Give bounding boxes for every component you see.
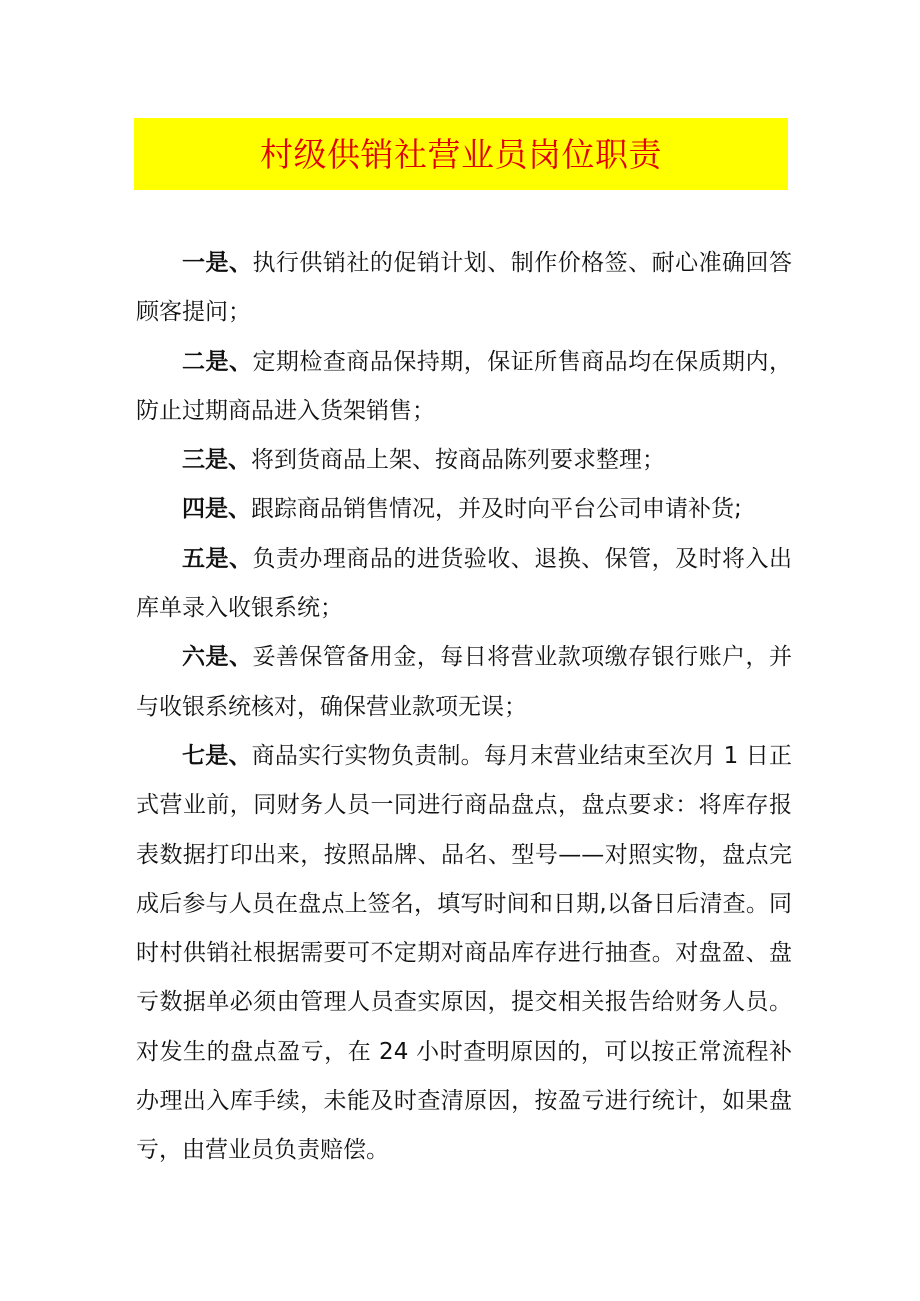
duty-lead: 四是、 (182, 496, 251, 523)
duty-text: 定期检查商品保持期，保证所售商品均在保质期内，防止过期商品进入货架销售； (136, 348, 793, 424)
duty-text: 跟踪商品销售情况，并及时向平台公司申请补货; (251, 496, 742, 523)
duty-lead: 七是、 (182, 742, 252, 769)
duty-lead: 一是、 (182, 250, 253, 276)
duty-item-5 (136, 535, 792, 634)
duties-list (136, 239, 792, 1176)
duty-item-6 (136, 633, 792, 732)
duty-lead: 五是、 (182, 545, 253, 572)
duty-text: 将到货商品上架、按商品陈列要求整理； (251, 447, 665, 474)
duty-lead: 三是、 (182, 447, 251, 474)
title-banner (134, 118, 788, 190)
duty-item-2 (136, 338, 792, 437)
duty-item-4 (136, 485, 792, 534)
duty-lead: 二是、 (182, 348, 253, 375)
duty-text: 执行供销社的促销计划、制作价格签、耐心准确回答顾客提问； (136, 250, 793, 326)
duty-text: 负责办理商品的进货验收、退换、保管，及时将入出库单录入收银系统； (136, 545, 793, 622)
page-title: 村级供销社营业员岗位职责 (260, 134, 662, 174)
duty-item-1 (136, 239, 792, 338)
duty-lead: 六是、 (182, 644, 253, 671)
duty-item-3 (136, 436, 792, 485)
duty-item-7 (136, 732, 792, 1176)
duty-text: 商品实行实物负责制。每月末营业结束至次月 1 日正式营业前，同财务人员一同进行商品盘点，盘点要求：将库存报表数据打印出来，按照品牌、品名、型号——对照实物，盘点完成后参与人员在盘点上签名，填写时间和日期,以备日后清查。同时村供销社根据需要可不定期对商品库存进行抽查。对盘盈、盘亏数据单必须由管理人员查实原因，提交相关报告给财务人员。对发生的盘点盈亏，在 24 小时查明原因的，可以按正常流程补办理出入库手续，未能及时查清原因，按盈亏进行统计，如果盘亏，由营业员负责赔偿。 (136, 742, 792, 1164)
duty-text: 妥善保管备用金，每日将营业款项缴存银行账户，并与收银系统核对，确保营业款项无误； (136, 644, 793, 720)
